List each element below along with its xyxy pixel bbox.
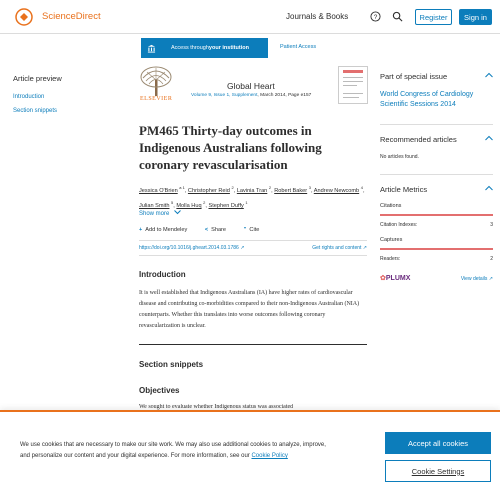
author-affiliation: 2 <box>268 185 272 190</box>
accept-all-cookies-button[interactable]: Accept all cookies <box>385 432 491 454</box>
author-link[interactable] <box>274 185 311 194</box>
external-link-icon: ↗ <box>240 245 245 251</box>
patient-access-link[interactable]: Patient Access <box>280 44 317 50</box>
readers-value: 2 <box>490 256 493 262</box>
objectives-heading: Objectives <box>139 386 180 395</box>
author-name: Julian Smith <box>139 202 170 209</box>
author-name: Andrew Newcomb <box>313 187 360 194</box>
objectives-text: We sought to evaluate whether Indigenous status was associated <box>139 404 294 410</box>
readers-row <box>380 256 493 262</box>
author-affiliation: 4 <box>360 185 363 190</box>
rights-content-link[interactable] <box>312 245 367 251</box>
plumx-row <box>380 272 493 286</box>
svg-text:?: ? <box>373 13 378 21</box>
special-issue-header[interactable] <box>380 72 493 81</box>
readers-label: Readers: <box>380 256 401 262</box>
divider <box>380 124 493 125</box>
author-name: Robert Baker <box>274 187 308 194</box>
plumx-logo[interactable]: ✿PLUMX <box>380 275 411 282</box>
author-link[interactable] <box>187 185 234 194</box>
author-name: Jessica O'Brien <box>139 187 178 194</box>
captures-bar <box>380 248 493 250</box>
show-more-button[interactable] <box>139 210 181 217</box>
chevron-up-icon[interactable] <box>485 135 493 141</box>
cookie-message: We use cookies that are necessary to make our site work. We may also use additional cookies to analyze, improve, and personalize our content and your digital experience. For more information, see our <box>20 442 326 459</box>
left-sidebar <box>13 74 113 114</box>
citation-indexes-value: 3 <box>490 222 493 228</box>
citations-label: Citations <box>380 203 402 209</box>
access-bar <box>141 38 367 58</box>
author-name: Christopher Reid <box>187 187 230 194</box>
author-affiliation: 5 <box>171 199 174 205</box>
rights-text: Get rights and content <box>312 245 362 251</box>
access-institution-button[interactable] <box>141 38 268 58</box>
cookie-policy-link[interactable]: Cookie Policy <box>251 453 288 459</box>
view-details-link[interactable] <box>461 276 493 282</box>
journals-books-link[interactable]: Journals & Books <box>286 12 349 21</box>
author-link[interactable] <box>139 199 174 209</box>
metrics-title: Article Metrics <box>380 185 428 194</box>
cite-button[interactable] <box>244 227 268 233</box>
author-affiliation: 1 <box>245 199 248 205</box>
citation-indexes-label: Citation Indexes: <box>380 222 418 228</box>
add-mendeley-label: Add to Mendeley <box>145 227 188 233</box>
sciencedirect-logo-icon[interactable] <box>13 7 35 27</box>
sign-in-button[interactable]: Sign in <box>459 9 492 25</box>
plus-icon: + <box>139 227 143 233</box>
cookie-settings-button[interactable]: Cookie Settings <box>385 460 491 482</box>
author-link[interactable] <box>139 185 185 194</box>
external-link-icon: ↗ <box>488 276 493 282</box>
citation-indexes-row <box>380 222 493 228</box>
cite-label: Cite <box>249 227 260 233</box>
journal-header <box>139 66 368 104</box>
share-button[interactable] <box>205 227 234 233</box>
special-issue-title: Part of special issue <box>380 72 448 81</box>
author-affiliation: 2 <box>231 185 234 190</box>
special-issue-link[interactable]: World Congress of Cardiology Scientific Sessions 2014 <box>380 91 474 108</box>
captures-label: Captures <box>380 237 403 243</box>
author-list: Jessica O'Brien $^{a 1}$, Christopher Reid $^2$, Lavinia Tran $^2$, Robert Baker $^3$, Andrew Newcomb $^4$, Julian Smith $^5$, Molla Huq $^2$, Stephen Duffy $^1$ <box>139 185 365 209</box>
section-divider <box>139 344 367 345</box>
publisher-name: ELSEVIER <box>140 96 173 102</box>
brand-name[interactable]: ScienceDirect <box>42 11 101 22</box>
chevron-up-icon[interactable] <box>485 72 493 78</box>
author-link[interactable] <box>313 185 363 194</box>
introduction-heading: Introduction <box>139 270 186 279</box>
author-link[interactable] <box>176 199 206 209</box>
external-link-icon: ↗ <box>362 245 367 251</box>
quote-icon: ” <box>243 227 247 233</box>
journal-cover-thumbnail[interactable] <box>338 66 368 104</box>
introduction-text: It is well established that Indigenous Australians (IA) have higher rates of cardiovascular disease and contributing co-morbidities compared to their non-Indigenous Australian (NIA) counterparts. Whether this translates into worse outcomes following coronary revascularization is unclear. <box>139 290 360 329</box>
author-link[interactable] <box>208 199 248 209</box>
section-snippets-heading: Section snippets <box>139 360 204 369</box>
recommended-title: Recommended articles <box>380 135 457 144</box>
show-more-label: Show more <box>139 211 170 217</box>
add-mendeley-button[interactable] <box>139 227 195 233</box>
article-title: PM465 Thirty-day outcomes in Indigenous Australians following coronary revascularisation <box>139 123 322 172</box>
article-actions <box>139 227 275 233</box>
author-name: Lavinia Tran <box>236 187 268 194</box>
author-name: Stephen Duffy <box>208 202 244 209</box>
search-icon[interactable] <box>392 11 403 22</box>
help-icon[interactable] <box>370 11 381 22</box>
cookie-text <box>20 440 330 462</box>
volume-issue-link[interactable]: Volume 9, Issue 1, Supplement <box>191 93 258 98</box>
share-icon: < <box>204 227 209 233</box>
share-label: Share <box>211 227 227 233</box>
chevron-down-icon <box>174 210 181 215</box>
doi-text: https://doi.org/10.1016/j.gheart.2014.03.1786 <box>139 245 239 251</box>
metrics-header[interactable] <box>380 185 493 194</box>
no-articles-text: No articles found. <box>380 154 419 160</box>
author-name: Molla Huq <box>176 202 202 209</box>
author-link[interactable] <box>236 185 272 194</box>
journal-title[interactable]: Global Heart <box>227 81 275 91</box>
author-affiliation: 3 <box>308 185 311 190</box>
author-affiliation: a 1 <box>179 185 185 190</box>
journal-pages: , March 2014, Page e157 <box>257 93 312 98</box>
top-header <box>0 0 500 34</box>
article-preview-title: Article preview <box>13 74 62 83</box>
institution-icon <box>147 44 156 53</box>
journal-meta <box>191 93 311 98</box>
access-label-bold: your institution <box>208 45 249 51</box>
sidebar-link-introduction[interactable]: Introduction <box>13 94 45 100</box>
view-details-label: View details <box>460 276 488 282</box>
cookie-banner <box>0 410 500 500</box>
chevron-up-icon[interactable] <box>485 185 493 191</box>
elsevier-tree-logo[interactable] <box>139 66 173 96</box>
right-sidebar <box>380 72 493 286</box>
access-label-prefix: Access through <box>171 45 209 51</box>
citations-bar <box>380 214 493 216</box>
recommended-header[interactable] <box>380 135 493 144</box>
doi-row <box>139 240 367 256</box>
divider <box>380 174 493 175</box>
plumx-label: PLUMX <box>385 275 411 282</box>
author-affiliation: 2 <box>203 199 206 205</box>
register-button[interactable]: Register <box>415 9 452 25</box>
doi-link[interactable] <box>139 245 244 251</box>
sidebar-link-section-snippets[interactable]: Section snippets <box>13 108 58 114</box>
